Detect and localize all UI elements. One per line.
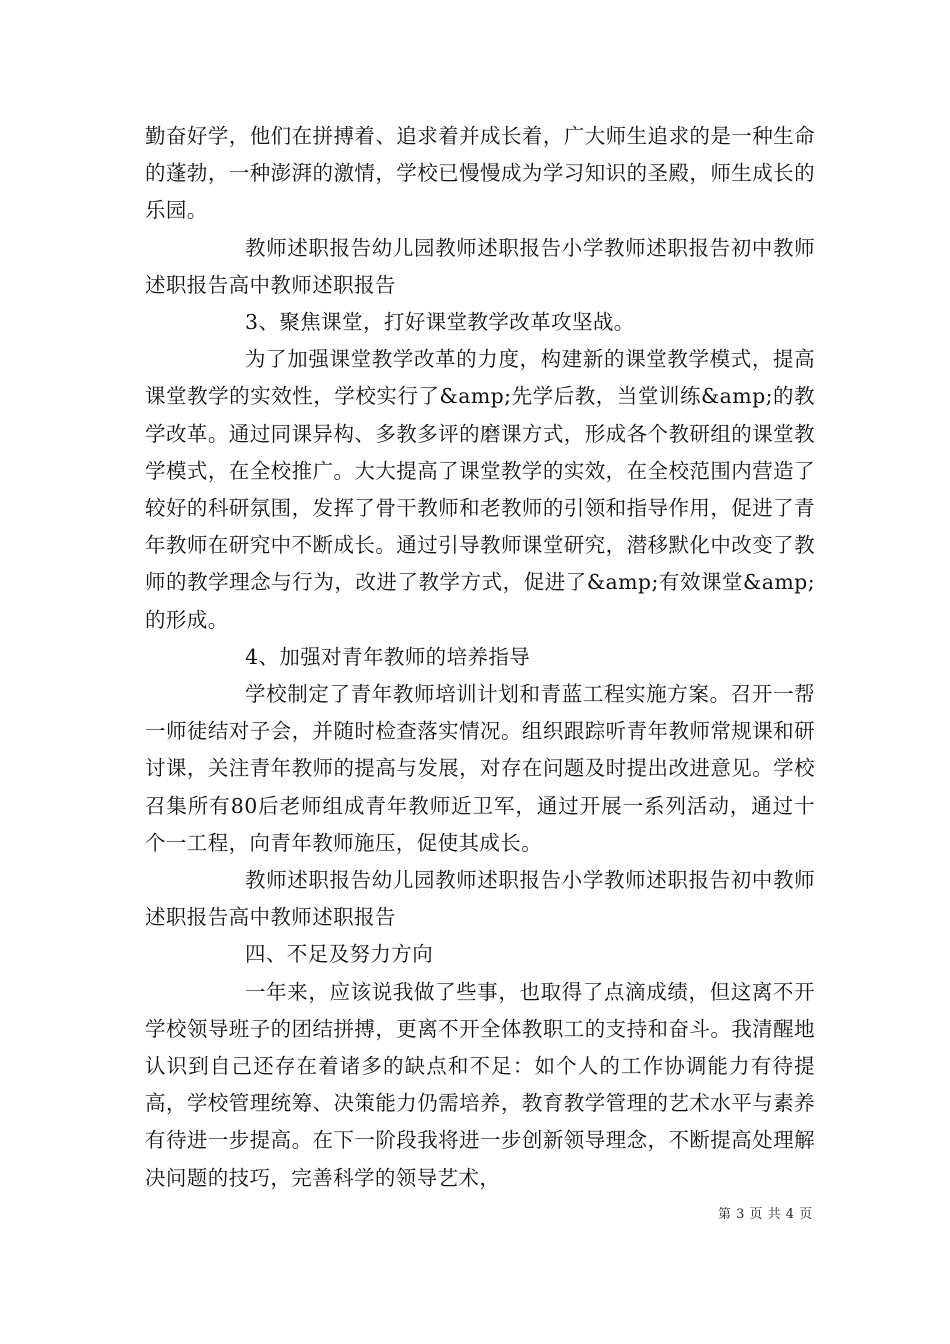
paragraph: 学校制定了青年教师培训计划和青蓝工程实施方案。召开一帮一师徒结对子会，并随时检查落实情况。组织跟踪听青年教师常规课和研讨课，关注青年教师的提高与发展，对存在问题及时提出改进意见。学校召集所有80后老师组成青年教师近卫军，通过开展一系列活动，通过十个一工程，向青年教师施压，促使其成长。: [145, 682, 815, 855]
page-number-footer: 第 3 页 共 4 页: [718, 1207, 813, 1222]
document-body: [145, 118, 815, 1197]
paragraph: 一年来，应该说我做了些事，也取得了点滴成绩，但这离不开学校领导班子的团结拼搏，更离不开全体教职工的支持和奋斗。我清醒地认识到自己还存在着诸多的缺点和不足：如个人的工作协调能力有待提高，学校管理统筹、决策能力仍需培养，教育教学管理的艺术水平与素养有待进一步提高。在下一阶段我将进一步创新领导理念，不断提高处理解决问题的技巧，完善科学的领导艺术，: [145, 979, 815, 1190]
paragraph: 为了加强课堂教学改革的力度，构建新的课堂教学模式，提高课堂教学的实效性，学校实行了&amp;先学后教，当堂训练&amp;的教学改革。通过同课异构、多教多评的磨课方式，形成各个教研组的课堂教学模式，在全校推广。大大提高了课堂教学的实效，在全校范围内营造了较好的科研氛围，发挥了骨干教师和老教师的引领和指导作用，促进了青年教师在研究中不断成长。通过引导教师课堂研究，潜移默化中改变了教师的教学理念与行为，改进了教学方式，促进了&amp;有效课堂&amp;的形成。: [145, 347, 815, 632]
section-heading: 4、加强对青年教师的培养指导: [245, 644, 531, 669]
paragraph: 教师述职报告幼儿园教师述职报告小学教师述职报告初中教师述职报告高中教师述职报告: [145, 235, 815, 297]
paragraph: 教师述职报告幼儿园教师述职报告小学教师述职报告初中教师述职报告高中教师述职报告: [145, 868, 815, 930]
section-heading: 四、不足及努力方向: [245, 942, 434, 967]
paragraph: 勤奋好学，他们在拼搏着、追求着并成长着，广大师生追求的是一种生命的蓬勃，一种澎湃的激情，学校已慢慢成为学习知识的圣殿，师生成长的乐园。: [145, 124, 815, 223]
section-heading: 3、聚焦课堂，打好课堂教学改革攻坚战。: [245, 310, 635, 335]
